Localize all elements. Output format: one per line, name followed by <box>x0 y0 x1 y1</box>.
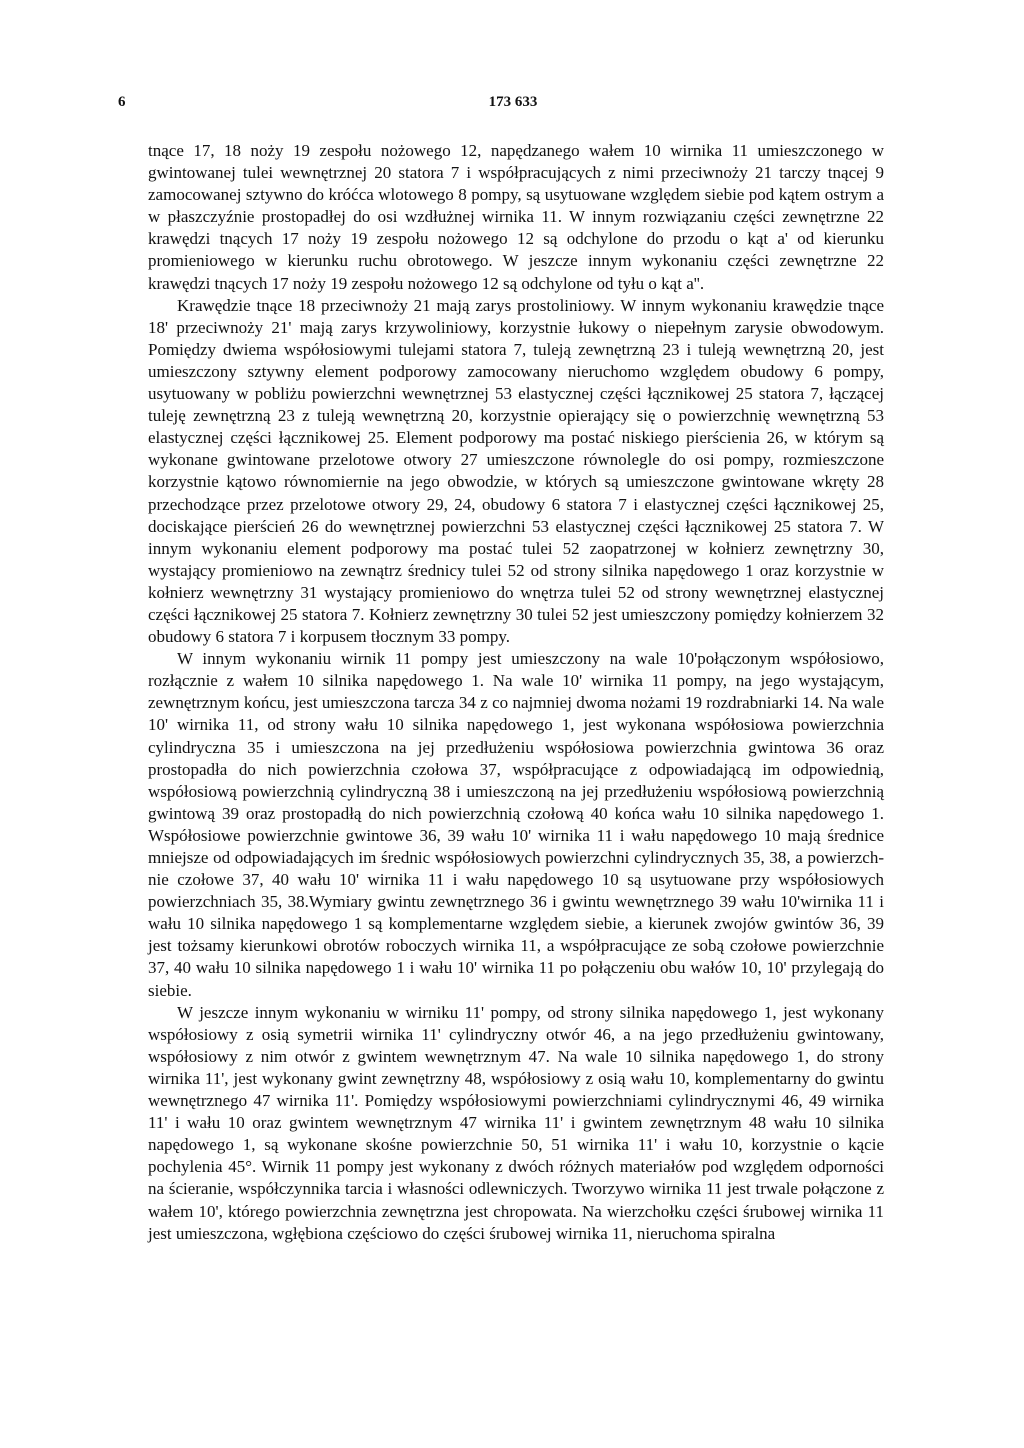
body-text <box>148 140 884 1245</box>
paragraph: W jeszcze innym wykonaniu w wirniku 11' pompy, od strony silnika napędowego 1, jest wykonany współosiowy z osią symetrii wirnika 11' cylindryczny otwór 46, a na jego przedłużeniu gwintowany, współosiowy z nim otwór z gwintem wewnętrznym 47. Na wale 10 silnika napędowego 1, do strony wirnika 11', jest wykonany gwint zewnętrzny 48, współosiowy z osią wału 10, komplementarny do gwintu wewnętrznego 47 wirnika 11'. Pomiędzy współosiowymi powierzchniami cylindrycznymi 46, 49 wirnika 11' i wału 10 oraz gwintem wewnętrznym 47 wirnika 11' i gwintem zewnętrznym 48 wału 10 silnika napędowego 1, są wykonane skośne powierzchnie 50, 51 wirnika 11' i wału 10, korzystnie o kącie pochylenia 45°. Wirnik 11 pompy jest wykonany z dwóch różnych materiałów pod względem odporności na ścieranie, współczynnika tarcia i własności odlewniczych. Tworzywo wirnika 11 jest trwale połączone z wałem 10', którego powierzchnia zewnętrzna jest chropowata. Na wierzchołku części śrubowej wirnika 11 jest umieszczona, wgłębiona częściowo do części śrubowej wirnika 11, nieruchoma spiralna <box>148 1002 884 1243</box>
paragraph: Krawędzie tnące 18 przeciwnoży 21 mają zarys prostoliniowy. W innym wykonaniu krawędzie tnące 18' przeciwnoży 21' mają zarys krzywoliniowy, korzystnie łukowy o niepełnym zarysie obwodowym. Pomiędzy dwiema współosiowymi tulejami statora 7, tuleją zewnętrzną 23 i tuleją wewnętrzną 20, jest umieszczony sztywny element podporowy zamocowany nieruchomo względem obudowy 6 pompy, usytuowany w pobliżu powierzchni wewnętrznej 53 elastycznej części łącznikowej 25 statora 7, łączącej tuleję zewnętrzną 23 z tuleją wewnętrzną 20, korzystnie opierający się o powierzchnię wewnętrzną 53 elastycznej części łącznikowej 25. Element podporowy ma postać niskiego pierścienia 26, w którym są wykonane gwintowane przelotowe otwory 27 umieszczone równolegle do osi pompy, rozmieszczone korzystnie kątowo równomiernie na jego obwodzie, w których są umieszczone gwintowane wkręty 28 przechodzące przez przelotowe otwory 29, 24, obudowy 6 statora 7 i elastycznej części łącznikowej 25, dociskające pierścień 26 do wewnętrznej powierzchni 53 elastycznej części łącznikowej 25 statora 7. W innym wykonaniu element podporowy ma postać tulei 52 zaopatrzonej w kołnierz zewnętrzny 30, wystający promieniowo na zewnątrz średnicy tulei 52 od strony silnika napędowego 1 oraz korzystnie w kołnierz wewnętrzny 31 wystający promieniowo do wnętrza tulei 52 od strony wewnętrznej elastycznej części łącznikowej 25 statora 7. Kołnierz zewnętrzny 30 tulei 52 jest umieszczony pomiędzy kołnierzem 32 obudowy 6 statora 7 i korpusem tłocznym 33 pompy. <box>148 295 884 647</box>
paragraph: tnące 17, 18 noży 19 zespołu nożowego 12, napędzanego wałem 10 wirnika 11 umieszczonego w gwintowanej tulei wewnętrznej 20 statora 7 i współpracujących z nimi przeciwnoży 21 tarczy tnącej 9 zamocowanej sztywno do króćca wlotowego 8 pompy, są usytuowane względem siebie pod kątem ostrym a w płaszczyźnie prostopadłej do osi wzdłużnej wirnika 11. W innym rozwiązaniu części zewnętrzne 22 krawędzi tnących 17 noży 19 zespołu nożowego 12 są odchylone do przodu o kąt a' od kierunku promieniowego w kierunku ruchu obrotowego. W jeszcze innym wykonaniu części zewnętrzne 22 krawędzi tnących 17 noży 19 zespołu nożowego 12 są odchylone od tyłu o kąt a''. <box>148 141 884 293</box>
patent-number: 173 633 <box>488 94 538 110</box>
page-number: 6 <box>118 94 126 110</box>
paragraph: W innym wykonaniu wirnik 11 pompy jest umieszczony na wale 10'połączonym współosiowo, rozłącznie z wałem 10 silnika napędowego 1. Na wale 10' wirnika 11 pompy, na jego wystającym, zewnętrznym końcu, jest umieszczona tarcza 34 z co najmniej dwoma nożami 19 rozdrabniarki 14. Na wale 10' wirnika 11, od strony wału 10 silnika napędowego 1, jest wykonana współosiowa powierzchnia cylindryczna 35 i umieszczona na jej przedłużeniu współosiowa powierzchnia gwintowa 36 oraz prostopadła do nich powierzchnia czołowa 37, współpracujące z odpowiadającą im odpowiednią, współosiową powierzchnią cylindryczną 38 i umieszczoną na jej przedłużeniu współosiową powierzchnią gwintową 39 oraz prostopadłą do nich powierzchnią czołową 40 końca wału 10 silnika napędowego 1. Współosiowe powierzchnie gwintowe 36, 39 wału 10' wirnika 11 i wału napędowego 10 mają średnice mniejsze od odpowiadających im średnic współosiowych powierzchni cylindrycznych 35, 38, a powierzchnie czołowe 37, 40 wału 10' wirnika 11 i wału napędowego 10 są usytuowane przy współosiowych powierzchniach 35, 38.Wymiary gwintu zewnętrznego 36 i gwintu wewnętrznego 39 wału 10'wirnika 11 i wału 10 silnika napędowego 1 są komplementarne względem siebie, a kierunek zwojów gwintów 36, 39 jest tożsamy kierunkowi obrotów roboczych wirnika 11, a współpracujące ze sobą czołowe powierzchnie 37, 40 wału 10 silnika napędowego 1 i wału 10' wirnika 11 po połączeniu obu wałów 10, 10' przylegają do siebie. <box>148 649 884 1000</box>
page-header <box>118 94 908 118</box>
